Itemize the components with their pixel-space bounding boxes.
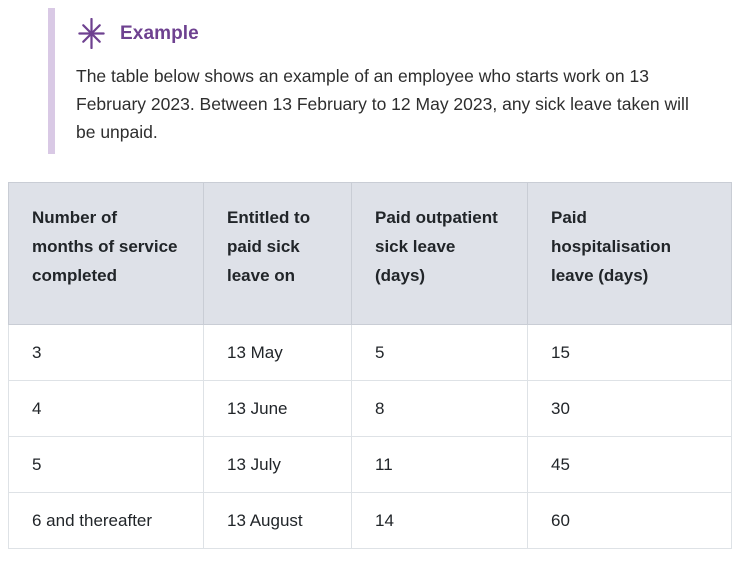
cell-months: 3 xyxy=(9,325,204,381)
cell-months: 6 and thereafter xyxy=(9,493,204,549)
cell-outpatient-days: 14 xyxy=(352,493,528,549)
cell-months: 5 xyxy=(9,437,204,493)
example-title: Example xyxy=(120,22,199,44)
cell-entitled-date: 13 May xyxy=(204,325,352,381)
cell-outpatient-days: 5 xyxy=(352,325,528,381)
cell-entitled-date: 13 July xyxy=(204,437,352,493)
column-header-hospitalisation-days: Paid hospitalisation leave (days) xyxy=(528,183,732,325)
example-callout xyxy=(48,8,724,154)
example-callout-header xyxy=(76,18,704,49)
asterisk-icon xyxy=(76,18,107,49)
table-row xyxy=(9,437,732,493)
table-header xyxy=(9,183,732,325)
cell-entitled-date: 13 August xyxy=(204,493,352,549)
column-header-entitled-date: Entitled to paid sick leave on xyxy=(204,183,352,325)
column-header-outpatient-days: Paid outpatient sick leave (days) xyxy=(352,183,528,325)
cell-hospitalisation-days: 30 xyxy=(528,381,732,437)
example-description: The table below shows an example of an employee who starts work on 13 February 2023. Between 13 February to 12 May 2023, any sick leave taken will be unpaid. xyxy=(76,66,689,142)
column-header-months-of-service: Number of months of service completed xyxy=(9,183,204,325)
table-row xyxy=(9,381,732,437)
cell-outpatient-days: 8 xyxy=(352,381,528,437)
table-row xyxy=(9,325,732,381)
table-row xyxy=(9,493,732,549)
table-header-row xyxy=(9,183,732,325)
table-body xyxy=(9,325,732,549)
cell-entitled-date: 13 June xyxy=(204,381,352,437)
sick-leave-entitlement-table xyxy=(8,182,732,549)
cell-outpatient-days: 11 xyxy=(352,437,528,493)
cell-months: 4 xyxy=(9,381,204,437)
cell-hospitalisation-days: 45 xyxy=(528,437,732,493)
cell-hospitalisation-days: 15 xyxy=(528,325,732,381)
cell-hospitalisation-days: 60 xyxy=(528,493,732,549)
